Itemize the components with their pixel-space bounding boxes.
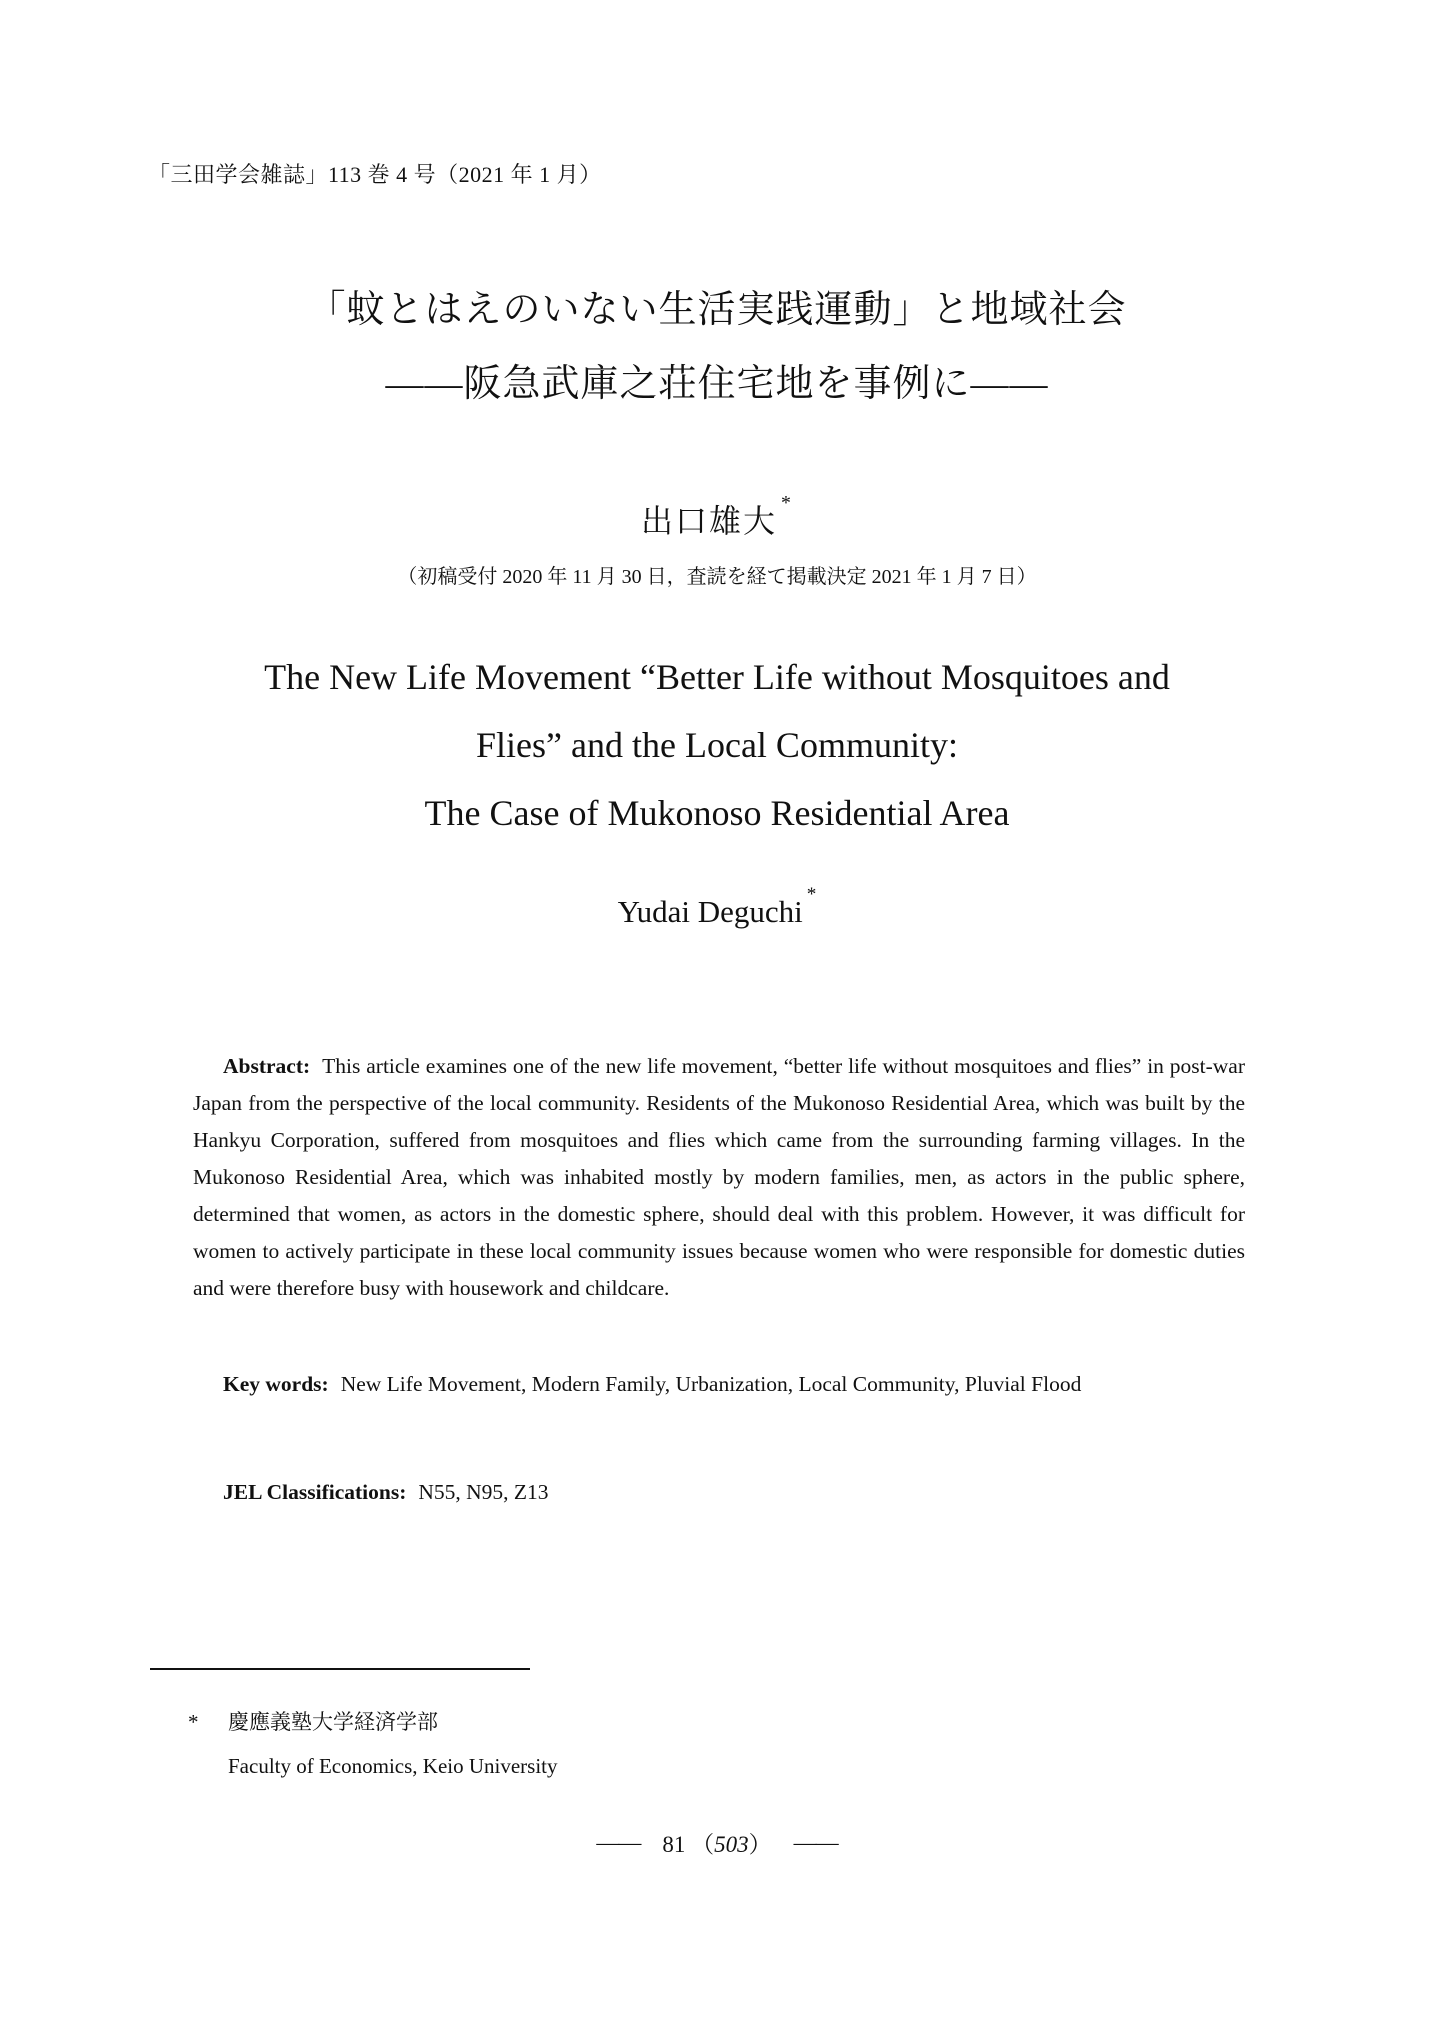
footnote-symbol: * bbox=[188, 1710, 199, 1734]
footnote-divider-rule bbox=[150, 1668, 530, 1670]
page-number-footer bbox=[0, 1826, 1434, 1859]
footer-dash-right: —— bbox=[793, 1830, 838, 1855]
author-japanese bbox=[0, 492, 1434, 542]
footnote-row bbox=[188, 1700, 558, 1788]
footnote-block bbox=[188, 1700, 558, 1788]
author-english bbox=[0, 884, 1434, 930]
footer-paren-close: ） bbox=[748, 1832, 772, 1857]
author-english-name: Yudai Deguchi bbox=[617, 894, 803, 929]
author-footnote-asterisk: * bbox=[781, 492, 793, 515]
jel-text: N55, N95, Z13 bbox=[418, 1479, 549, 1504]
abstract-text: This article examines one of the new life movement, “better life without mosquitoes and flies” in post-war Japan from the perspective of the local community. Residents of the Mukonoso Residential Area, which was built by the Hankyu Corporation, suffered from mosquitoes and flies which came from the surrounding farming villages. In the Mukonoso Residential Area, which was inhabited mostly by modern families, men, as actors in the public sphere, determined that women, as actors in the domestic sphere, should deal with this problem. However, it was difficult for women to actively participate in these local community issues because women who were responsible for domestic duties and were therefore busy with housework and childcare. bbox=[193, 1053, 1245, 1300]
abstract-label: Abstract: bbox=[223, 1053, 311, 1078]
footnote-affiliation-english: Faculty of Economics, Keio University bbox=[228, 1754, 558, 1778]
jel-paragraph bbox=[193, 1474, 1245, 1511]
submission-date-note: （初稿受付 2020 年 11 月 30 日，査読を経て掲載決定 2021 年 1 月 7 日） bbox=[397, 566, 1037, 588]
author-japanese-name: 出口雄大 bbox=[641, 503, 778, 539]
title-japanese-line1: 「蚊とはえのいない生活実践運動」と地域社会 bbox=[307, 289, 1127, 331]
footnote-affiliation-japanese: 慶應義塾大学経済学部 bbox=[228, 1710, 438, 1734]
journal-header: 「三田学会雑誌」113 巻 4 号（2021 年 1 月） bbox=[148, 162, 602, 187]
title-english-line2: Flies” and the Local Community: bbox=[476, 725, 958, 765]
keywords-paragraph bbox=[193, 1366, 1245, 1403]
footnote-affiliations bbox=[228, 1700, 558, 1788]
abstract-paragraph bbox=[193, 1048, 1245, 1307]
footer-page-alt-number: 503 bbox=[714, 1832, 749, 1857]
keywords-label: Key words: bbox=[223, 1371, 329, 1396]
footer-dash-left: —— bbox=[596, 1830, 641, 1855]
title-japanese-line2: ——阪急武庫之荘住宅地を事例に—— bbox=[385, 363, 1049, 405]
author-english-footnote-asterisk: * bbox=[806, 884, 817, 906]
title-english-line1: The New Life Movement “Better Life without Mosquitoes and bbox=[264, 657, 1170, 697]
keywords-text: New Life Movement, Modern Family, Urbanization, Local Community, Pluvial Flood bbox=[340, 1371, 1082, 1396]
footer-paren-open: （ bbox=[691, 1832, 715, 1857]
title-english-line3: The Case of Mukonoso Residential Area bbox=[424, 793, 1010, 833]
footer-page-number: 81 bbox=[662, 1832, 686, 1857]
jel-label: JEL Classifications: bbox=[223, 1479, 407, 1504]
